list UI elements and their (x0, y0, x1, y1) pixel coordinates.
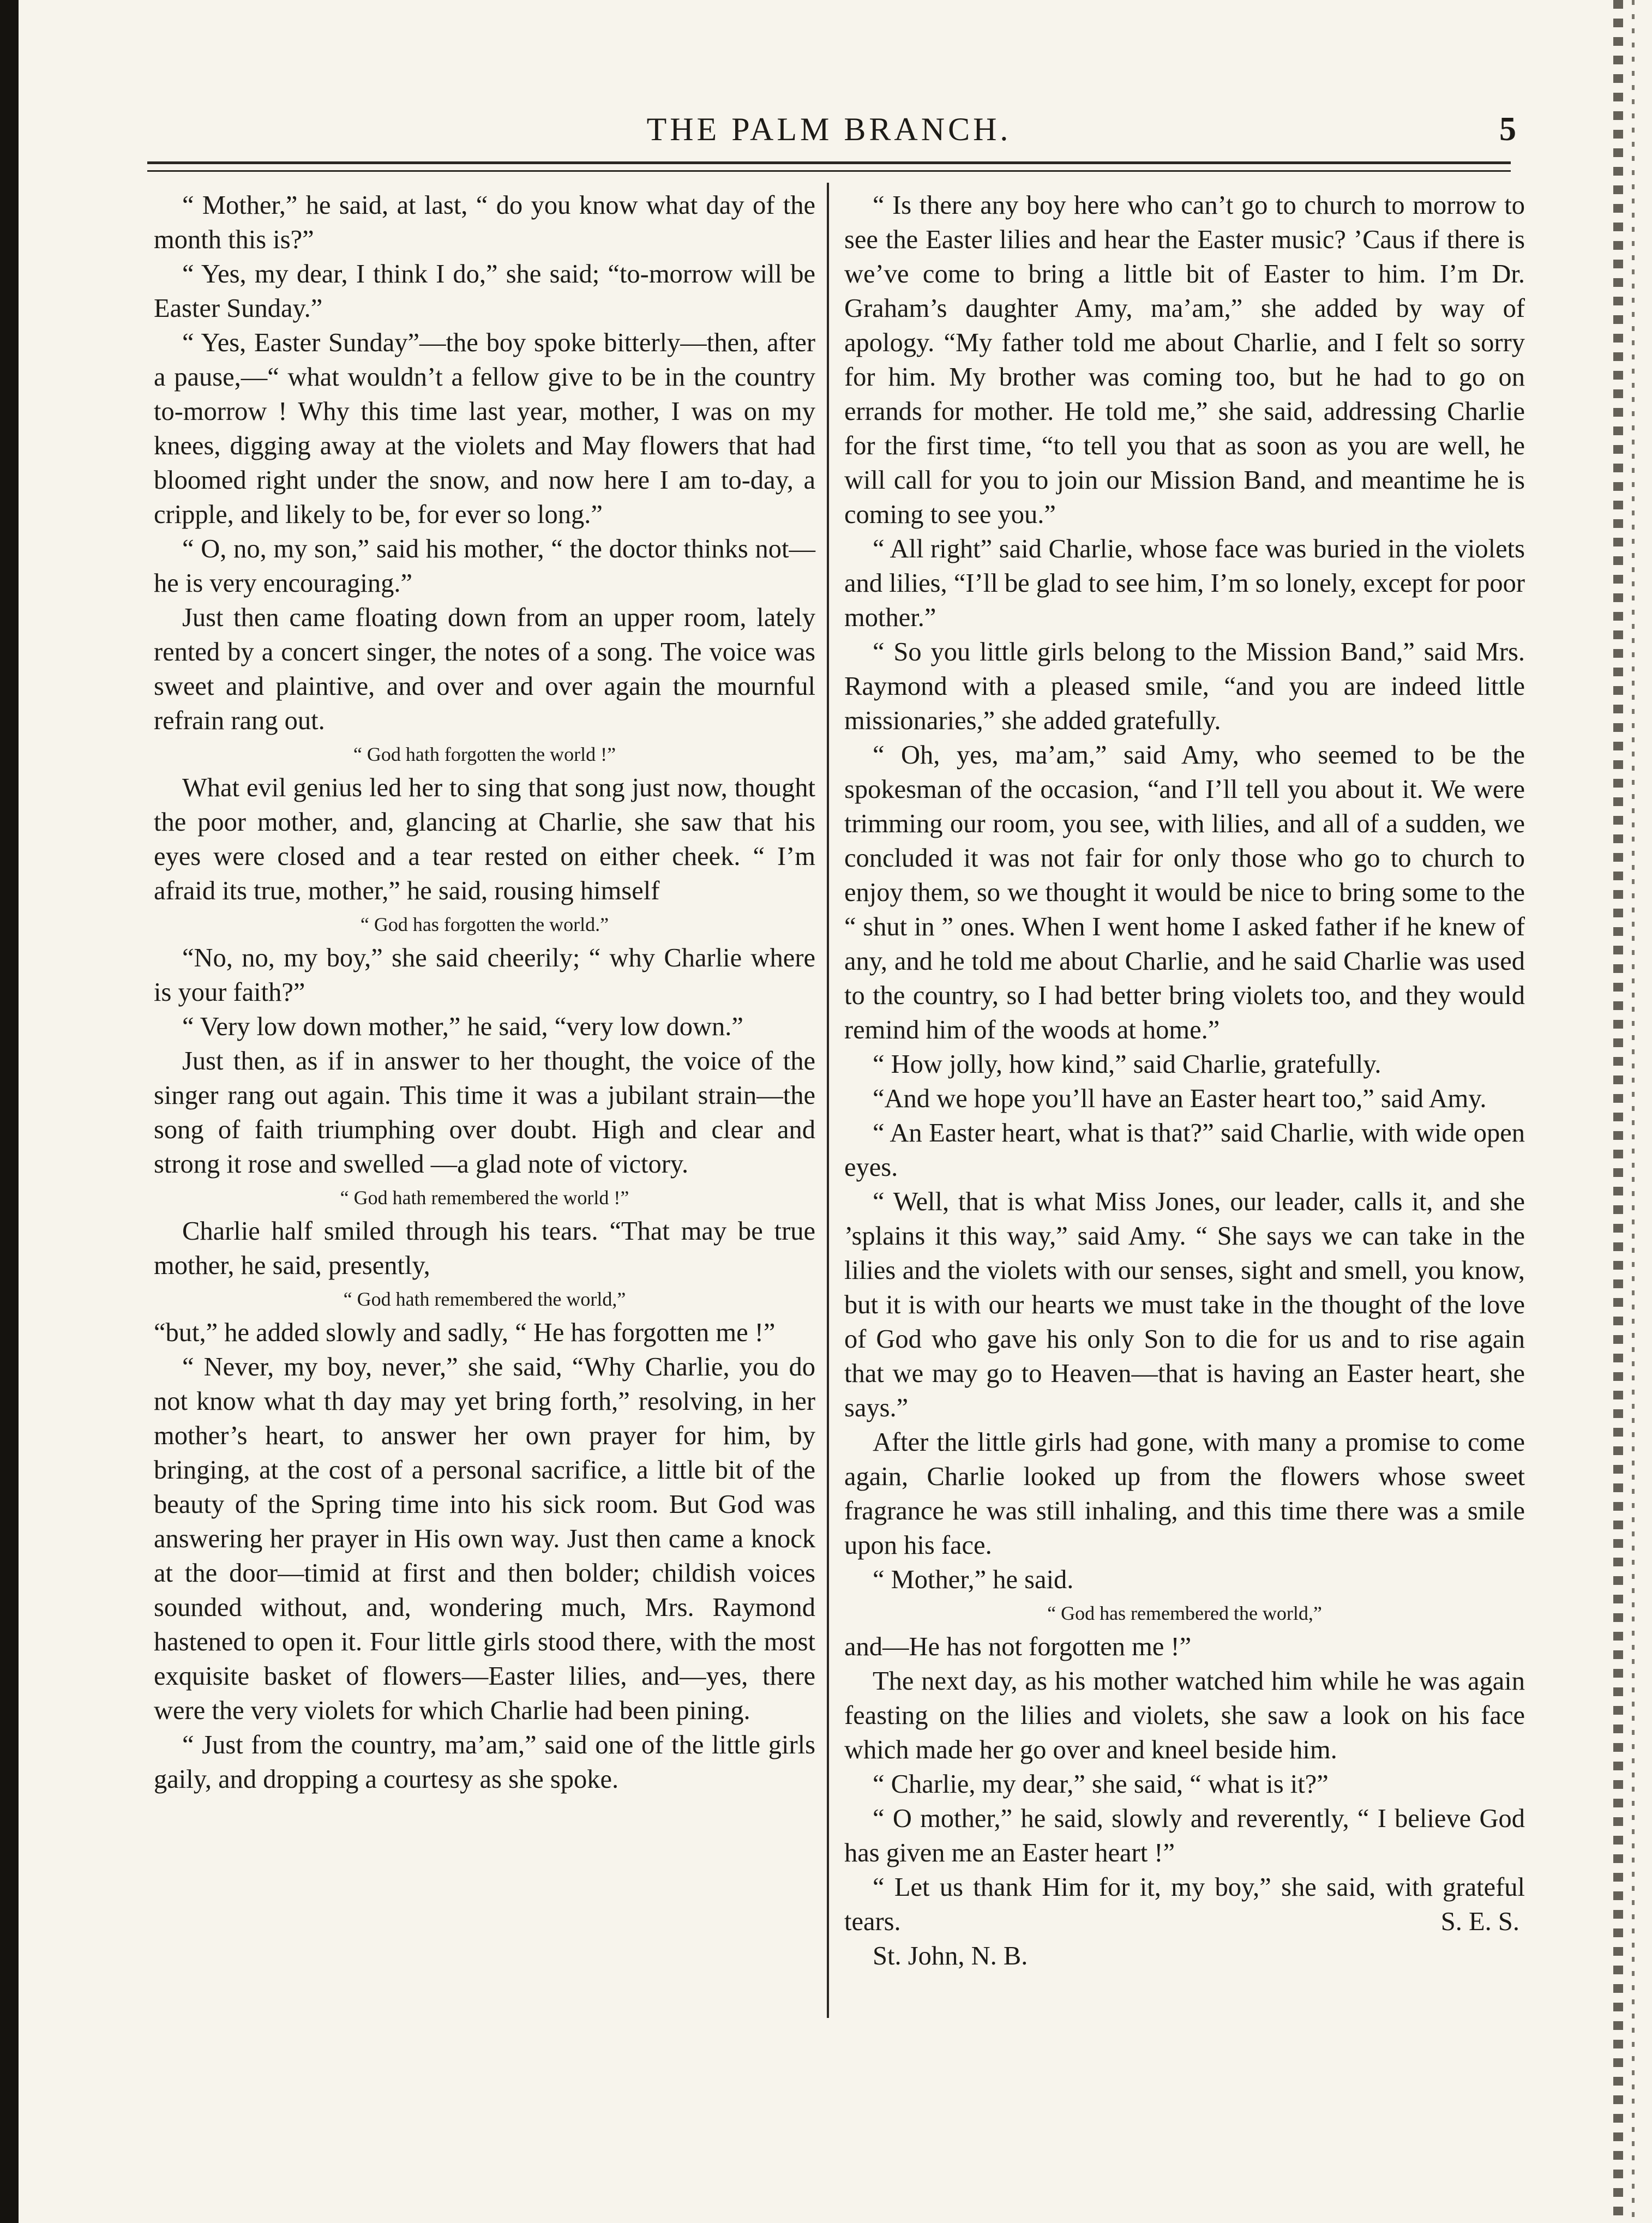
closing-paragraph (844, 1870, 1525, 1939)
author-initials: S. E. S. (1440, 1907, 1519, 1936)
right-scan-edge (1613, 0, 1623, 2223)
song-refrain: “ God has remembered the world,” (1047, 1602, 1322, 1624)
paragraph: “ Well, that is what Miss Jones, our leader, calls it, and she ’splains it this way,” said Amy. “ She says we can take in the lilies and the violets with our senses, sight and smell, you know, but it is with our hearts we must take in the thought of the love of God who gave his only Son to die for us and to rise again that we may go to Heaven—that is having an Easter heart, she says.” (844, 1187, 1525, 1422)
paragraph: What evil genius led her to sing that song just now, thought the poor mother, and, glancing at Charlie, she saw that his eyes were closed and a tear rested on either cheek. “ I’m afraid its true, mother,” he said, rousing himself (154, 773, 815, 905)
header-rule-thick (147, 161, 1511, 164)
dateline-place: St. John, N. B. (873, 1942, 1028, 1970)
paragraph: “ An Easter heart, what is that?” said Charlie, with wide open eyes. (844, 1119, 1525, 1182)
paragraph: “ Charlie, my dear,” she said, “ what is it?” (873, 1770, 1329, 1799)
paragraph: “ All right” said Charlie, whose face was buried in the violets and lilies, “I’ll be glad to see him, I’m so lonely, except for poor mother.” (844, 534, 1525, 632)
paragraph: The next day, as his mother watched him while he was again feasting on the lilies and violets, she saw a look on his face which made her go over and kneel beside him. (844, 1667, 1525, 1764)
paragraph: “but,” he added slowly and sadly, “ He has forgotten me !” (154, 1318, 776, 1347)
paragraph: “ Very low down mother,” he said, “very low down.” (182, 1012, 743, 1041)
column-divider (827, 183, 829, 2018)
left-binding-edge (0, 0, 19, 2223)
paragraph: “ So you little girls belong to the Mission Band,” said Mrs. Raymond with a pleased smile, “and you are indeed little missionaries,” she added gratefully. (844, 638, 1525, 735)
song-refrain: “ God has forgotten the world.” (360, 914, 609, 935)
paragraph: “ Oh, yes, ma’am,” said Amy, who seemed to be the spokesman of the occasion, “and I’ll tell you about it. We were trimming our room, you see, with lilies, and all of a sudden, we concluded it was not fair for only those who go to church to enjoy them, so we thought it would be nice to bring some to the “ shut in ” ones. When I went home I asked father if he knew of any, and he told me about Charlie, and he said Charlie was used to the country, so I had better bring violets too, and they would remind him of the woods at home.” (844, 741, 1525, 1044)
header-rule-thin (147, 170, 1511, 172)
paragraph: Just then, as if in answer to her thought, the voice of the singer rang out again. This time it was a jubilant strain—the song of faith triumphing over doubt. High and clear and strong it rose and swelled —a glad note of victory. (154, 1047, 815, 1179)
song-refrain: “ God hath remembered the world !” (340, 1187, 629, 1209)
paragraph: “ O mother,” he said, slowly and reverently, “ I believe God has given me an Easter heart !” (844, 1804, 1525, 1867)
left-column (154, 188, 815, 1797)
paragraph: Charlie half smiled through his tears. “That may be true mother, he said, presently, (154, 1217, 815, 1280)
paragraph: “ Yes, my dear, I think I do,” she said; “to-morrow will be Easter Sunday.” (154, 260, 815, 323)
closing-text: “ Let us thank Him for it, my boy,” she said, with grateful tears. (844, 1873, 1525, 1936)
paragraph: “ Yes, Easter Sunday”—the boy spoke bitterly—then, after a pause,—“ what wouldn’t a fellow give to be in the country to-morrow ! Why this time last year, mother, I was on my knees, digging away at the violets and May flowers that had bloomed right under the snow, and now here I am to-day, a cripple, and likely to be, for ever so long.” (154, 328, 815, 529)
paragraph: “ Mother,” he said, at last, “ do you know what day of the month this is?” (154, 191, 815, 254)
song-refrain: “ God hath forgotten the world !” (353, 743, 616, 765)
paragraph: “ O, no, my son,” said his mother, “ the doctor thinks not—he is very encouraging.” (154, 534, 815, 598)
paragraph: “ How jolly, how kind,” said Charlie, gratefully. (873, 1050, 1381, 1079)
right-column (844, 188, 1525, 1973)
paragraph: “ Mother,” he said. (873, 1565, 1074, 1594)
page-header (147, 105, 1516, 165)
paragraph: and—He has not forgotten me !” (844, 1632, 1192, 1661)
page-title: THE PALM BRANCH. (646, 111, 1012, 147)
paragraph: “ Is there any boy here who can’t go to church to morrow to see the Easter lilies and hear the Easter music? ’Caus if there is we’ve come to bring a little bit of Easter to him. I’m Dr. Graham’s daughter Amy, ma’am,” she added by way of apology. “My father told me about Charlie, and I felt so sorry for him. My brother was coming too, but he had to go on errands for mother. He told me,” she said, addressing Charlie for the first time, “to tell you that as soon as you are well, he will call for you to join our Mission Band, and meantime he is coming to see you.” (844, 191, 1525, 529)
paragraph: After the little girls had gone, with many a promise to come again, Charlie looked up from the flowers whose sweet fragrance he was still inhaling, and this time there was a smile upon his face. (844, 1428, 1525, 1560)
paragraph: “No, no, my boy,” she said cheerily; “ why Charlie where is your faith?” (154, 944, 815, 1007)
paragraph: Just then came floating down from an upper room, lately rented by a concert singer, the notes of a song. The voice was sweet and plaintive, and over and over again the mournful refrain rang out. (154, 603, 815, 735)
page-number: 5 (1499, 111, 1516, 148)
paragraph: “ Just from the country, ma’am,” said one of the little girls gaily, and dropping a courtesy as she spoke. (154, 1731, 815, 1794)
paragraph: “And we hope you’ll have an Easter heart too,” said Amy. (873, 1084, 1487, 1113)
paragraph: “ Never, my boy, never,” she said, “Why Charlie, you do not know what th day may yet bring forth,” resolving, in her mother’s heart, to answer her own prayer for him, by bringing, at the cost of a personal sacrifice, a little bit of the beauty of the Spring time into his sick room. But God was answering her prayer in His own way. Just then came a knock at the door—timid at first and then bolder; childish voices sounded without, and, wondering much, Mrs. Raymond hastened to open it. Four little girls stood there, with the most exquisite basket of flowers—Easter lilies, and—yes, there were the very violets for which Charlie had been pining. (154, 1353, 815, 1725)
song-refrain: “ God hath remembered the world,” (343, 1288, 626, 1310)
right-scan-edge-dots (1632, 0, 1635, 2223)
